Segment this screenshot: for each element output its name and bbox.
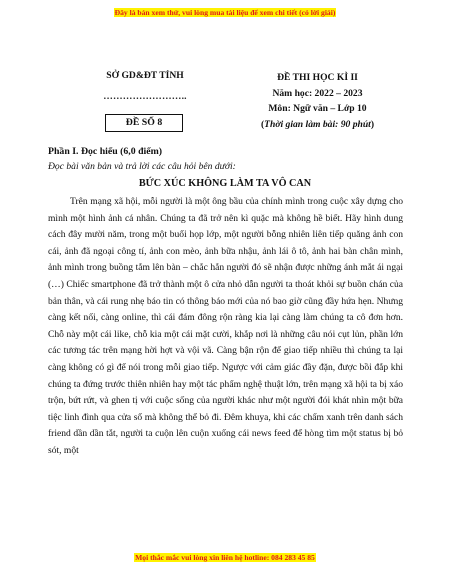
passage-body xyxy=(48,194,403,460)
hotline-banner xyxy=(0,553,450,562)
time-label: Thời gian làm bài: 90 phút xyxy=(264,118,371,130)
time-line xyxy=(245,117,390,133)
instruction-text: Đọc bài văn bản và trả lời các câu hỏi bên dưới: xyxy=(48,161,236,172)
province-placeholder: …………………….. xyxy=(103,91,187,102)
preview-notice-text: Đây là bản xem thử, vui lòng mua tài liệu để xem chi tiết (có lời giải) xyxy=(114,8,336,17)
department-name: SỞ GD&ĐT TỈNH xyxy=(106,70,184,81)
hotline-text: Mọi thắc mắc vui lòng xin liên hệ hotline: 084 283 45 85 xyxy=(135,553,315,562)
section-title: Phần I. Đọc hiểu (6,0 điểm) xyxy=(48,146,163,157)
subject-line: Môn: Ngữ văn – Lớp 10 xyxy=(268,103,367,114)
passage-paragraph: Trên mạng xã hội, mỗi người là một ông bầu của chính mình trong cuộc xây dựng cho mình một hình ảnh cá nhân. Chúng ta đã trở nên kì quặc mà không hề biết. Hãy hình dung cách đây mười năm, trong một buổi họp lớp, một người bỗng nhiên liên tiếp quăng ảnh con cái, ảnh đã ngoại công tí, ảnh con mèo, ảnh bữa nhậu, ảnh lái ô tô, ảnh hai bàn chân mình, ảnh mình trong buồng tắm lên bàn – chắc hẳn người đó sẽ nhận được những ánh mắt ái ngại (…) Chiếc smartphone đã trở thành một ô cửa nhỏ dẫn người ta thoát khỏi sự buồn chán của bản thân, và cái rung nhẹ báo tin có thông báo mới của nó bao giờ cũng đầy hứa hẹn. Nhưng càng kết nối, càng online, thì cái đám đông rộn ràng kia lại càng làm chúng ta cô đơn hơn. Chỗ này một cái like, chỗ kia một cái mặt cười, khắp nơi là những câu nói cụt lủn, phần lớn các tương tác trên mạng hời hợt và vội vã. Càng bận rộn để giao tiếp nhiều thì chúng ta lại càng không có gì để nói trong mỗi giao tiếp. Ngược với cảm giác đầy đặn, được bồi đắp khi chúng ta đứng trước thiên nhiên hay một tác phẩm nghệ thuật lớn, trên mạng xã hội ta bị xáo trộn, bứt rứt, và ghen tị với cuộc sống của người khác như một người đói khát nhìn một bữa tiệc linh đình qua cửa sổ mà không thể bỏ đi. Đêm khuya, khi các chấm xanh trên danh sách friend dần dần tắt, người ta cuộn lên cuộn xuống cái news feed để hòng tìm một status bị bỏ sót, một xyxy=(48,196,403,456)
school-year: Năm học: 2022 – 2023 xyxy=(272,87,363,99)
time-paren-open: ( xyxy=(260,118,265,130)
header-right xyxy=(245,70,390,132)
header-left xyxy=(70,70,220,102)
preview-notice-banner xyxy=(0,8,450,17)
exam-code-box: ĐỀ SỐ 8 xyxy=(105,114,183,132)
time-paren-close: ) xyxy=(370,118,375,130)
passage-title: BỨC XÚC KHÔNG LÀM TA VÔ CAN xyxy=(138,178,312,189)
exam-title: ĐỀ THI HỌC KÌ II xyxy=(277,72,358,83)
